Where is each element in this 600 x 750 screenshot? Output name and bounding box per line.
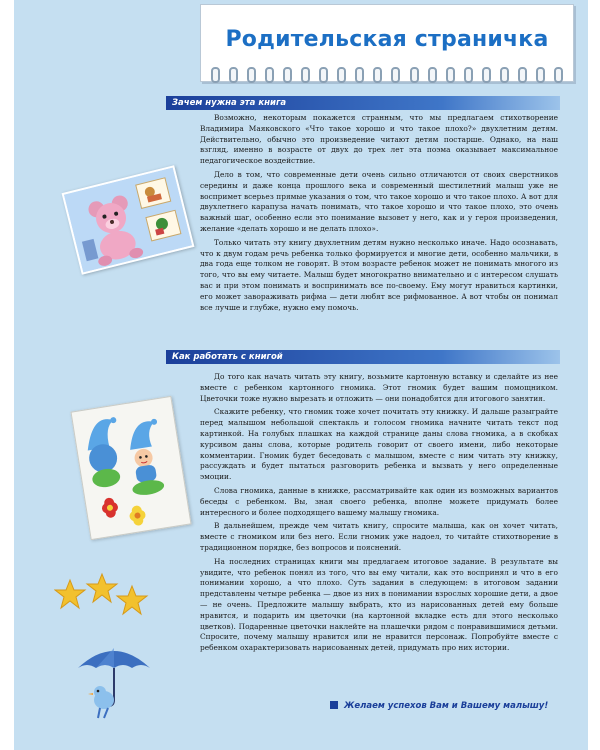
binder-ring-icon	[283, 67, 292, 83]
parent-page	[14, 0, 588, 750]
section-text-why	[200, 113, 558, 313]
paragraph: В дальнейшем, прежде чем читать книгу, спросите малыша, как он хочет читать, вместе с гномиком или без него. Если гномик уже надоел, то читайте стихотворение в традиционном порядке, без вопросов и пояснений.	[200, 521, 558, 552]
star-icons	[54, 572, 150, 624]
gnome-illustration	[72, 397, 191, 539]
star-icon	[87, 574, 117, 602]
binder-ring-icon	[373, 67, 382, 83]
paragraph: До того как начать читать эту книгу, возьмите картонную вставку и сделайте из нее вместе с ребенком картонного гномика. Этот гномик будет вашим помощником. Цветочки тоже нужно вырезать и отложить — они понадобятся для итогового занятия.	[200, 372, 558, 403]
binder-ring-icon	[337, 67, 346, 83]
binder-ring-icon	[319, 67, 328, 83]
binder-ring-icon	[500, 67, 509, 83]
binder-ring-icon	[518, 67, 527, 83]
section-heading-why: Зачем нужна эта книга	[172, 98, 287, 108]
notepad-rings	[211, 67, 563, 81]
binder-ring-icon	[265, 67, 274, 83]
paragraph: На последних страницах книги мы предлагаем итоговое задание. В результате вы увидите, что ребенок понял из того, что вы ему читали, как это воспринял и что в его понимании хорошо, а что плохо. Суть задания в следующем: в итоговом задании представлены четыре ребенка — двое из них в понимании взрослых хорошие дети, а двое — не очень. Предложите малышу выбрать, кто из нарисованных детей ему больше нравится, и подарить им цветочки (на картонной вкладке есть для этого несколько цветков). Подаренные цветочки наклейте на плашечки рядом с понравившимися детьми. Спросите, почему малышу нравится или не нравится персонаж. Попробуйте вместе с ребенком охарактеризовать нарисованных детей, придумать про них истории.	[200, 556, 558, 653]
teddy-bear-illustration	[64, 168, 192, 273]
paragraph: Возможно, некоторым покажется странным, что мы предлагаем стихотворение Владимира Маяковского «Что такое хорошо и что такое плохо?» двухлетним детям. Действительно, обычно это произведение читают детям постарше. Однако, на наш взгляд, именно в возрасте от двух до трех лет эта поэма оказывает максимальное педагогическое воздействие.	[200, 113, 558, 166]
umbrella-icon	[74, 640, 154, 722]
page-gutter	[0, 0, 14, 750]
section-bar-how	[166, 350, 560, 364]
binder-ring-icon	[229, 67, 238, 83]
star-icon	[55, 580, 85, 608]
footer-wish	[330, 701, 548, 711]
binder-ring-icon	[211, 67, 220, 83]
section-bar-why	[166, 96, 560, 110]
binder-ring-icon	[247, 67, 256, 83]
binder-ring-icon	[301, 67, 310, 83]
bullet-square-icon	[330, 701, 338, 709]
binder-ring-icon	[554, 67, 563, 83]
teddy-bear-picture-card	[62, 165, 195, 275]
section-text-how	[200, 372, 558, 654]
star-icon	[117, 586, 147, 614]
cardboard-gnome-cutout	[70, 396, 191, 540]
section-heading-how: Как работать с книгой	[172, 352, 283, 362]
binder-ring-icon	[355, 67, 364, 83]
binder-ring-icon	[428, 67, 437, 83]
paragraph: Только читать эту книгу двухлетним детям нужно несколько иначе. Надо осознавать, что к двум годам речь ребенка только формируется и многие дети, особенно мальчики, в два года еще толком не говорят. В этом возрасте ребенок может не понимать многого из того, что вы ему читаете. Малыш будет многократно внимательно и с интересом слушать вас и при этом понимать и воспринимать все по-своему. Ему могут нравиться картинки, его может завораживать рифма — дети любят все рифмованное. А вот чтобы он понимал все лучше и глубже, нужно ему помочь.	[200, 237, 558, 312]
title-notepad	[200, 4, 574, 82]
binder-ring-icon	[536, 67, 545, 83]
binder-ring-icon	[391, 67, 400, 83]
page-title: Родительская страничка	[225, 27, 549, 52]
paragraph: Дело в том, что современные дети очень сильно отличаются от своих сверстников середины и даже конца прошлого века и современный шестилетний малыш уже не воспримет всерьез прямые указания о том, что такое хорошо и что такое плохо. А вот для двухлетнего карапуза начать понимать, что такое хорошо и что такое плохо, это очень важный шаг, особенно если это понимание вызовет у него, как и у героя произведения, желание «делать хорошо и не делать плохо».	[200, 169, 558, 233]
paragraph: Скажите ребенку, что гномик тоже хочет почитать эту книжку. И дальше разыграйте перед малышом небольшой спектакль и голосом гномика начните читать текст под картинкой. На голубых плашках на каждой странице даны слова гномика, а в скобках курсивом даны слова, которые родитель говорит от своего имени, либо некоторые комментарии. Гномик будет беседовать с малышом, вместе с ним читать эту книжку, рассуждать и будет пытаться разговорить ребенка и вызвать у него определенные эмоции.	[200, 407, 558, 482]
binder-ring-icon	[464, 67, 473, 83]
binder-ring-icon	[446, 67, 455, 83]
binder-ring-icon	[482, 67, 491, 83]
paragraph: Слова гномика, данные в книжке, рассматривайте как один из возможных вариантов беседы с ребенком. Вы, зная своего ребенка, вполне можете придумать более интересного и более подходящего вашему малышу гномика.	[200, 485, 558, 517]
footer-text: Желаем успехов Вам и Вашему малышу!	[344, 701, 549, 711]
binder-ring-icon	[410, 67, 419, 83]
